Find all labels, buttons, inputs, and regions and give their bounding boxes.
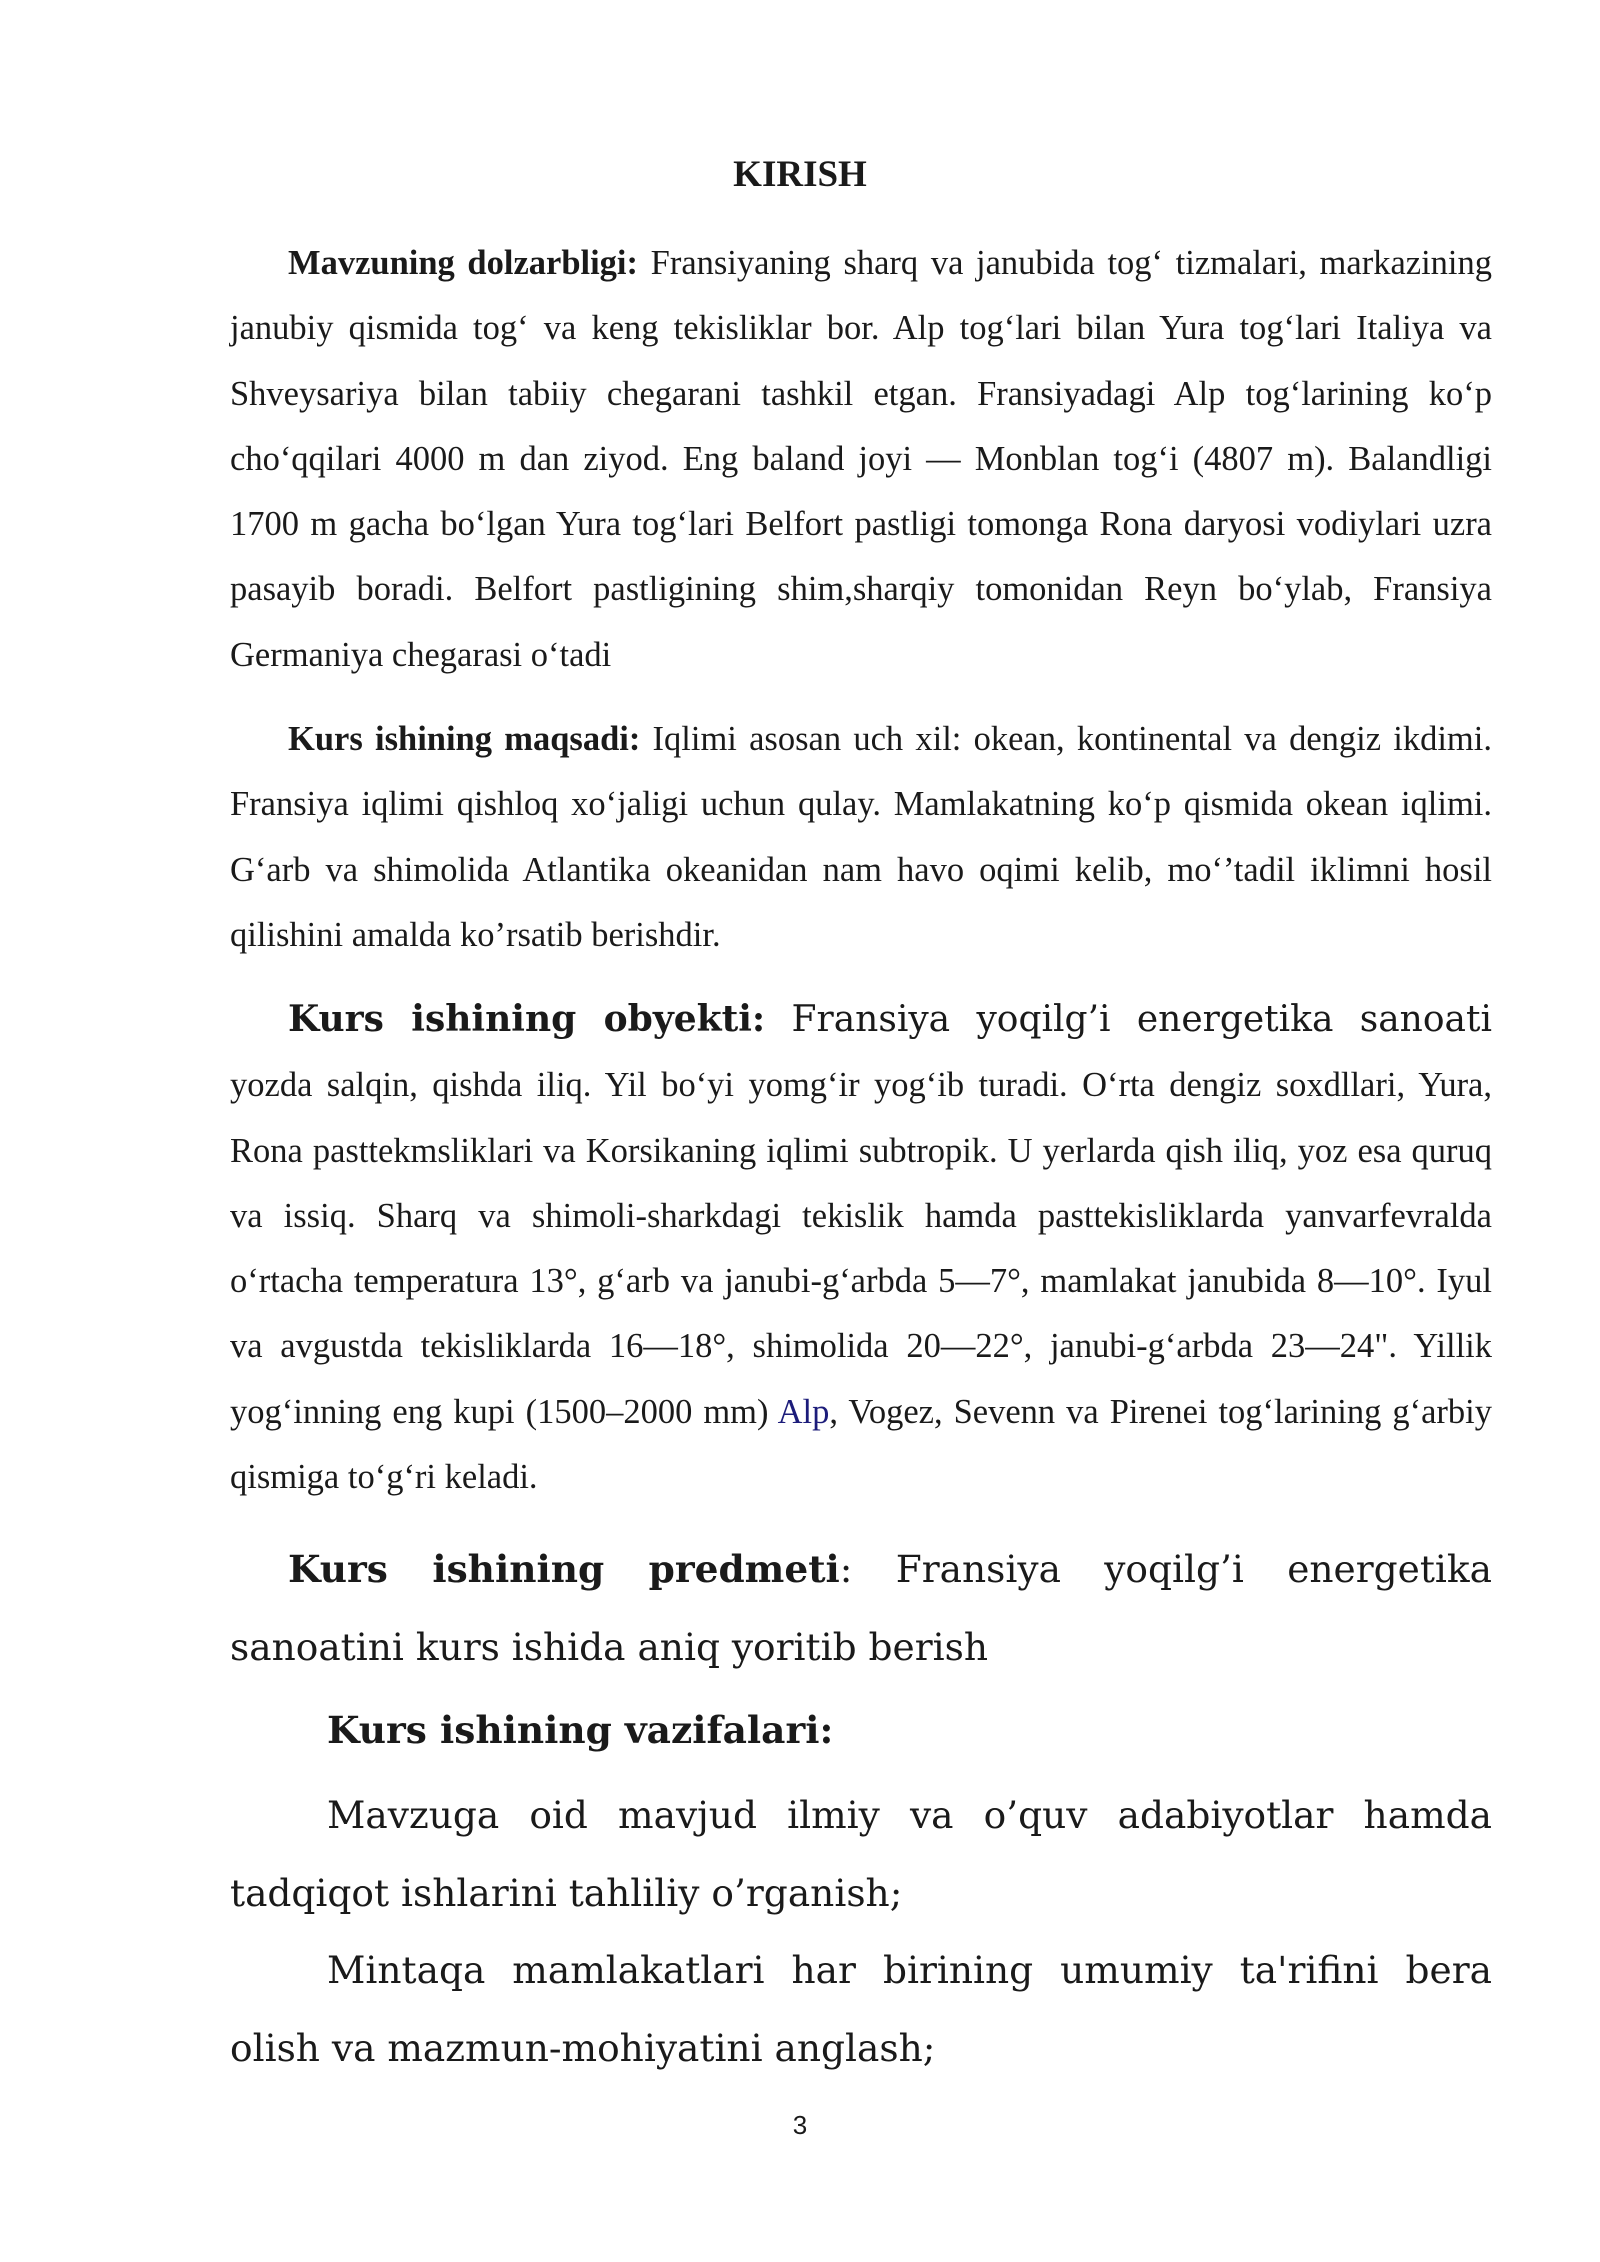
page-title: KIRISH <box>733 154 867 195</box>
dolzarbligi-text: Fransiyaning sharq va janubida tog‘ tizmalari, markazining janubiy qismida tog‘ va keng tekisliklar bor. Alp tog‘lari bilan Yura tog‘lari Italiya va Shveysariya bilan tabiiy chegarani tashkil etgan. Fransiyadagi Alp tog‘larining ko‘p cho‘qqilari 4000 m dan ziyod. Eng baland joyi — Monblan tog‘i (4807 m). Balandligi 1700 m gacha bo‘lgan Yura tog‘lari Belfort pastligi tomonga Rona daryosi vodiylari uzra pasayib boradi. Belfort pastligining shim,sharqiy tomonidan Reyn bo‘ylab, Fransiya Germaniya chegarasi o‘tadi <box>230 244 1492 674</box>
vazifalari-heading: Kurs ishining vazifalari: <box>327 1708 834 1752</box>
maqsadi-label: Kurs ishining maqsadi: <box>288 720 641 758</box>
maqsadi-text: Iqlimi asosan uch xil: okean, kontinental va dengiz ikdimi. Fransiya iqlimi qishloq xo‘jaligi uchun qulay. Mamlakatning ko‘p qismida okean iqlimi. G‘arb va shimolida Atlantika okeanidan nam havo oqimi kelib, mo‘’tadil iklimni hosil qilishini amalda ko’rsatib berishdir. <box>230 720 1492 954</box>
predmeti-text: : Fransiya yoqilg’i energetika sanoatini kurs ishida aniq yoritib berish <box>230 1547 1492 1669</box>
page-number: 3 <box>792 2110 808 2140</box>
vazifa-item: Mintaqa mamlakatlari har birining umumiy ta'rifini bera olish va mazmun-mohiyatini anglash; <box>230 1948 1492 2070</box>
alp-link[interactable]: Alp <box>777 1392 830 1431</box>
dolzarbligi-label: Mavzuning dolzarbligi: <box>288 244 638 282</box>
obyekti-text-end: , Vogez, Sevenn va Pirenei tog‘larining g‘arbiy qismiga to‘g‘ri keladi. <box>230 1392 1492 1497</box>
dolzarbligi-paragraph <box>230 231 1492 688</box>
obyekti-label: Kurs ishining obyekti: <box>288 998 766 1040</box>
predmeti-label: Kurs ishining predmeti <box>288 1547 840 1591</box>
obyekti-lead-text: Fransiya yoqilg’i energetika sanoati <box>765 999 1492 1040</box>
predmeti-paragraph <box>230 1530 1492 1686</box>
vazifa-item: Mavzuga oid mavjud ilmiy va o’quv adabiyotlar hamda tadqiqot ishlarini tahliliy o’rganish; <box>230 1793 1492 1915</box>
obyekti-text: yozda salqin, qishda iliq. Yil bo‘yi yomg‘ir yog‘ib turadi. O‘rta dengiz soxdllari, Yura, Rona pasttekmsliklari va Korsikaning iqlimi subtropik. U yerlarda qish iliq, yoz esa quruq va issiq. Sharq va shimoli-sharkdagi tekislik hamda pasttekisliklarda yanvarfevralda o‘rtacha temperatura 13°, g‘arb va janubi-g‘arbda 5—7°, mamlakat janubida 8—10°. Iyul va avgustda tekisliklarda 16—18°, shimolida 20—22°, janubi-g‘arbda 23—24". Yillik yog‘inning eng kupi (1500–2000 mm) <box>230 1066 1492 1431</box>
maqsadi-paragraph <box>230 707 1492 968</box>
obyekti-paragraph <box>230 987 1492 1510</box>
